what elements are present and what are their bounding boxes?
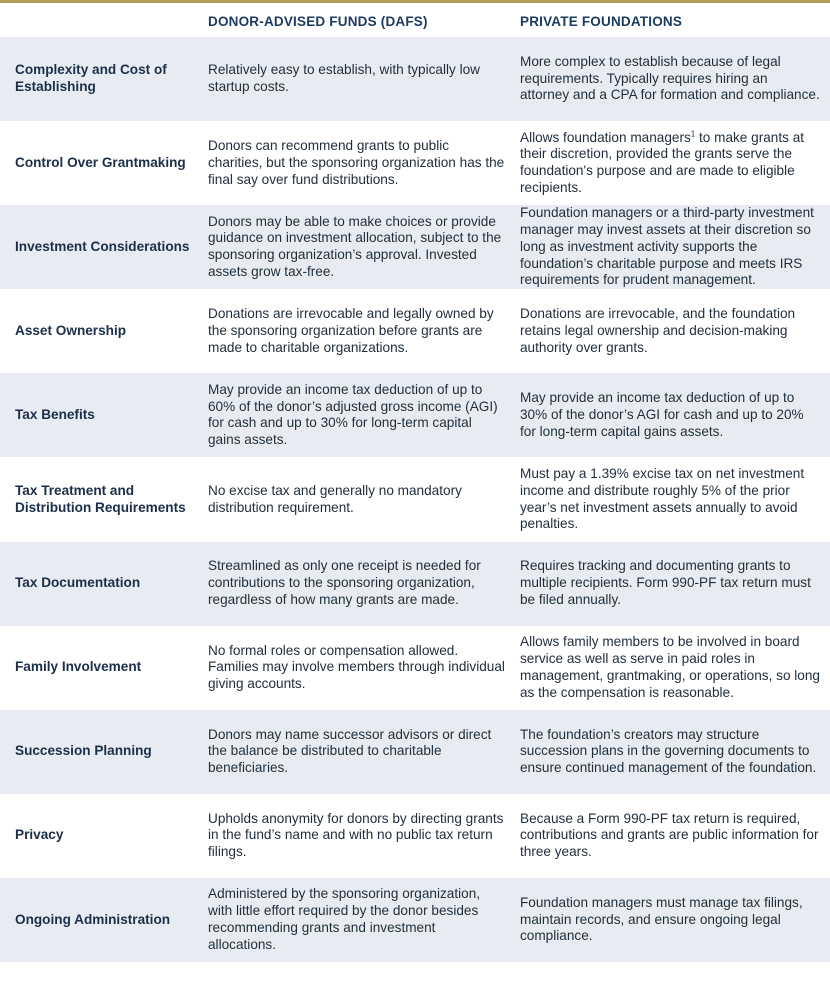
pf-cell: Donations are irrevocable, and the foundation retains legal ownership and decision-making authority over grants.	[520, 306, 796, 355]
dafs-cell: Donors may be able to make choices or provide guidance on investment allocation, subject to the sponsoring organization’s approval. Invested assets grow tax-free.	[208, 213, 502, 280]
table-row	[0, 37, 830, 121]
dafs-cell: Donors can recommend grants to public charities, but the sponsoring organization has the final say over fund distributions.	[208, 137, 505, 187]
dafs-cell: No excise tax and generally no mandatory distribution requirement.	[208, 482, 462, 515]
table-row	[0, 289, 830, 373]
table-row	[0, 205, 830, 289]
row-label: Tax Treatment and Distribution Requirements	[15, 482, 186, 515]
dafs-cell: Donors may name successor advisors or direct the balance be distributed to charitable beneficiaries.	[208, 726, 492, 776]
pf-cell: The foundation’s creators may structure succession plans in the governing documents to ensure continued management of the foundation.	[520, 726, 817, 776]
row-label: Tax Benefits	[15, 407, 95, 423]
header-private-foundations: PRIVATE FOUNDATIONS	[520, 14, 683, 29]
table-row	[0, 373, 830, 457]
pf-cell: Foundation managers or a third-party investment manager may invest assets at their discretion so long as investment activity supports the foundation’s charitable purpose and meets IRS requirements for prudent management.	[520, 205, 814, 288]
row-label: Complexity and Cost of Establishing	[15, 62, 167, 95]
header-dafs: DONOR-ADVISED FUNDS (DAFS)	[208, 14, 428, 29]
row-label: Investment Considerations	[15, 238, 190, 254]
dafs-cell: Upholds anonymity for donors by directing grants in the fund’s name and with no public tax return filings.	[208, 810, 504, 860]
table-row	[0, 878, 830, 962]
row-label: Ongoing Administration	[15, 911, 171, 927]
dafs-cell: No formal roles or compensation allowed. Families may involve members through individual giving accounts.	[208, 642, 505, 692]
table-row	[0, 121, 830, 205]
row-label: Family Involvement	[15, 659, 142, 675]
table-row	[0, 626, 830, 710]
dafs-cell: Streamlined as only one receipt is needed for contributions to the sponsoring organization, regardless of how many grants are made.	[208, 558, 481, 607]
table-row	[0, 710, 830, 794]
row-label: Control Over Grantmaking	[15, 154, 186, 170]
table-row	[0, 542, 830, 626]
comparison-table	[0, 37, 830, 962]
pf-cell: Requires tracking and documenting grants to multiple recipients. Form 990-PF tax return must be filed annually.	[520, 558, 811, 607]
pf-cell: Because a Form 990-PF tax return is required, contributions and grants are public information for three years.	[520, 810, 819, 860]
dafs-cell: Relatively easy to establish, with typically low startup costs.	[208, 62, 480, 95]
footnote-marker: 1	[690, 129, 696, 139]
row-label: Succession Planning	[15, 743, 152, 759]
pf-cell: Must pay a 1.39% excise tax on net investment income and distribute roughly 5% of the prior year’s net investment assets annually to avoid penalties.	[520, 465, 805, 532]
table-row	[0, 794, 830, 878]
dafs-cell: May provide an income tax deduction of up to 60% of the donor’s adjusted gross income (AGI) for cash and up to 30% for long-term capital gains assets.	[208, 381, 498, 448]
dafs-cell: Administered by the sponsoring organization, with little effort required by the donor besides recommending grants and investment allocations.	[208, 886, 481, 952]
pf-cell: More complex to establish because of legal requirements. Typically requires hiring an attorney and a CPA for formation and compliance.	[520, 53, 820, 103]
row-label: Privacy	[15, 827, 64, 843]
pf-cell	[520, 121, 820, 205]
pf-cell: Allows family members to be involved in board service as well as serve in paid roles in management, grantmaking, or operations, so long as the compensation is reasonable.	[520, 634, 820, 700]
table-header	[0, 3, 830, 37]
pf-cell: May provide an income tax deduction of up to 30% of the donor’s AGI for cash and up to 20% for long-term capital gains assets.	[520, 390, 804, 439]
table-row	[0, 457, 830, 541]
pf-cell: Foundation managers must manage tax filings, maintain records, and ensure ongoing legal compliance.	[520, 894, 803, 944]
dafs-cell: Donations are irrevocable and legally owned by the sponsoring organization before grants are made to charitable organizations.	[208, 306, 494, 355]
row-label: Asset Ownership	[15, 322, 127, 338]
pf-cell-text: Allows foundation managers$^1$ to make grants at their discretion, provided the grants serve the foundation's purpose and are made to eligible recipients.	[520, 129, 805, 195]
row-label: Tax Documentation	[15, 575, 141, 591]
